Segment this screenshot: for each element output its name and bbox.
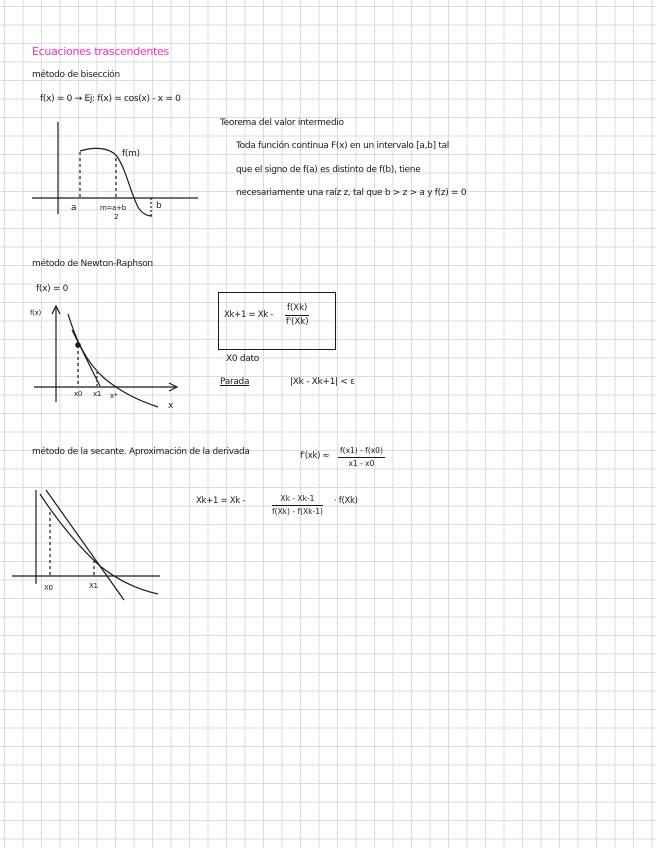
theorem-line-1: Toda función continua F(x) en un intervalo [a,b] tal [236,141,449,151]
secant-deriv-num: f(x1) - f(x0) [338,447,385,458]
secant-formula-tail: · f(Xk) [334,496,358,506]
newton-tick-xstar: x* [110,392,118,400]
bisection-label-m-den: 2 [114,213,119,221]
newton-tangent [72,330,100,386]
newton-formula-lhs: Xk+1 = Xk - [224,310,274,320]
newton-given: X0 dato [226,354,259,364]
newton-x-label: x [168,401,174,411]
secant-deriv-fraction [338,447,385,467]
theorem-line-2: que el signo de f(a) es distinto de f(b), tiene [236,165,421,175]
newton-graph [34,306,177,407]
newton-stop-label: Parada [220,377,250,387]
bisection-heading: método de bisección [32,70,120,80]
secant-tick-x1: X1 [89,582,98,590]
bisection-equation: f(x) = 0 → Ej: f(x) = cos(x) - x = 0 [40,94,181,104]
bisection-label-b: b [156,201,162,211]
newton-equation: f(x) = 0 [36,284,69,294]
newton-tick-x0: x0 [74,390,82,398]
secant-formula-den: f(Xk) - f(Xk-1) [272,506,323,516]
secant-formula-lhs: Xk+1 = Xk - [196,496,246,506]
secant-deriv-lhs: f'(xk) ≈ [300,451,330,461]
bisection-curve-label: f(m) [122,149,140,159]
newton-heading: método de Newton-Raphson [32,259,153,269]
page-title: Ecuaciones trascendentes [32,45,169,58]
secant-heading: método de la secante. Aproximación de la derivada [32,447,250,457]
theorem-line-3: necesariamente una raíz z, tal que b > z > a y f(z) = 0 [236,188,467,198]
newton-tick-x1: x1 [93,390,101,398]
theorem-title: Teorema del valor intermedio [220,118,344,128]
secant-line [46,490,124,600]
secant-curve [40,494,158,594]
newton-y-label: f(x) [30,309,41,317]
newton-formula-fraction [285,304,309,326]
bisection-label-m: m=a+b [100,204,126,212]
bisection-label-a: a [71,203,77,213]
secant-tick-x0: X0 [44,584,53,592]
secant-deriv-den: x1 - x0 [348,458,375,468]
newton-stop-condition: |Xk - Xk+1| < ε [290,377,355,387]
secant-graph [12,490,160,600]
secant-formula-num: Xk - Xk-1 [272,495,323,506]
newton-formula-num: f(Xk) [285,304,309,316]
newton-formula-den: f'(Xk) [285,316,309,327]
newton-formula-box [218,292,336,350]
bisection-graph [32,122,198,216]
secant-formula-fraction [272,495,323,515]
